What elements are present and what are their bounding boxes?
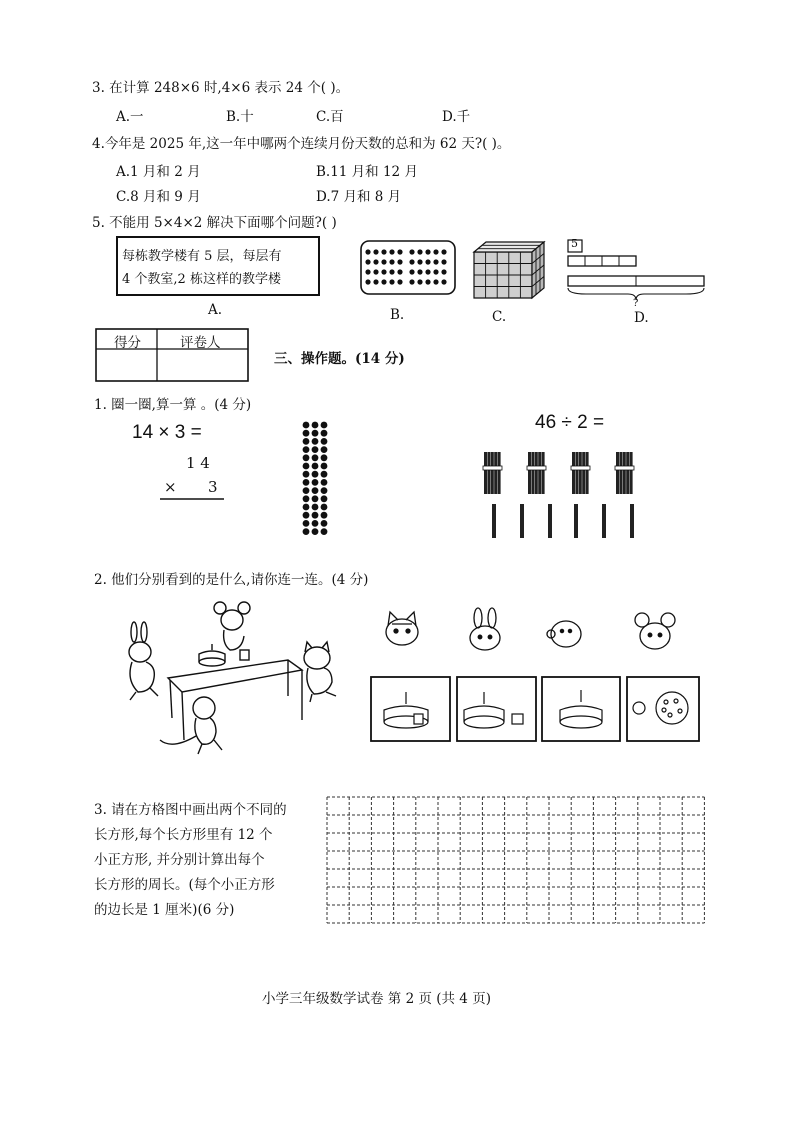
score-table-grader-header: 评卷人 (180, 335, 221, 351)
dot (389, 259, 394, 264)
q5-figure-d-number: 5 (571, 237, 578, 250)
dot (303, 454, 310, 461)
dot (312, 487, 319, 494)
q5-label-d: D. (634, 310, 649, 326)
op2-stem: 2. 他们分别看到的是什么,请你连一连。(4 分) (94, 572, 369, 588)
dot (321, 463, 328, 470)
q5-stem: 5. 不能用 5×4×2 解决下面哪个问题?( ) (92, 215, 337, 231)
q4-option-b: B.11 月和 12 月 (316, 164, 418, 180)
dot (425, 259, 430, 264)
dot (321, 438, 328, 445)
single-stick (520, 504, 524, 538)
dot (409, 279, 414, 284)
op1-left-expression: 14 × 3 = (132, 422, 202, 443)
score-table-score-header: 得分 (114, 335, 141, 351)
dot (303, 438, 310, 445)
dot (303, 520, 310, 527)
single-stick (602, 504, 606, 538)
op3-stem (94, 798, 287, 923)
dot (312, 512, 319, 519)
q3-option-a: A.一 (116, 109, 144, 125)
op3-line-3: 小正方形, 并分别计算出每个 (94, 852, 265, 868)
dot (417, 269, 422, 274)
dot (312, 528, 319, 535)
dot (321, 495, 328, 502)
dot (409, 269, 414, 274)
single-stick (548, 504, 552, 538)
dot (389, 269, 394, 274)
dot (312, 520, 319, 527)
stick-bundle (615, 452, 634, 494)
dot (365, 269, 370, 274)
q5-box-a-line2: 4 个教室,2 栋这样的教学楼 (122, 272, 281, 287)
dot (312, 430, 319, 437)
dot (303, 446, 310, 453)
op3-line-1: 3. 请在方格图中画出两个不同的 (94, 802, 287, 818)
stick-bundle (571, 452, 590, 494)
dot (373, 259, 378, 264)
dot (425, 249, 430, 254)
dot (417, 249, 422, 254)
stick-bundle (483, 452, 502, 494)
dot (321, 454, 328, 461)
dot (397, 249, 402, 254)
dot (321, 504, 328, 511)
dot (409, 259, 414, 264)
dot (312, 504, 319, 511)
q4-option-a: A.1 月和 2 月 (116, 164, 201, 180)
dot (441, 259, 446, 264)
dot (433, 269, 438, 274)
q5-label-b: B. (390, 307, 405, 323)
dot (417, 279, 422, 284)
q5-label-a: A. (208, 302, 223, 318)
q3-option-b: B.十 (226, 109, 254, 125)
stick-bundle (527, 452, 546, 494)
cat-head (386, 619, 418, 645)
op3-line-4: 长方形的周长。(每个小正方形 (94, 877, 275, 893)
dot (303, 504, 310, 511)
dot (321, 512, 328, 519)
q4-option-c: C.8 月和 9 月 (116, 189, 201, 205)
dot (303, 487, 310, 494)
dot (321, 422, 328, 429)
dot (397, 269, 402, 274)
dot (321, 446, 328, 453)
dot (373, 279, 378, 284)
dot (303, 422, 310, 429)
q5-figure-b (360, 240, 456, 295)
dot (312, 446, 319, 453)
q4-stem: 4.今年是 2025 年,这一年中哪两个连续月份天数的总和为 62 天?( )。 (92, 136, 511, 152)
single-stick (492, 504, 496, 538)
dot (381, 249, 386, 254)
dot (381, 259, 386, 264)
dot (303, 479, 310, 486)
dot (373, 269, 378, 274)
q3-option-d: D.千 (442, 109, 471, 125)
dot (365, 249, 370, 254)
op2-animal-heads (380, 606, 690, 658)
op3-square-grid[interactable] (326, 796, 708, 926)
op1-right-expression: 46 ÷ 2 = (535, 412, 605, 433)
dot (321, 487, 328, 494)
op1-vertical-top: 1 4 (186, 454, 210, 472)
dot (312, 495, 319, 502)
single-stick (630, 504, 634, 538)
op3-line-2: 长方形,每个长方形里有 12 个 (94, 827, 273, 843)
dot (321, 471, 328, 478)
dot (312, 463, 319, 470)
dot (433, 279, 438, 284)
dot (303, 471, 310, 478)
dot (381, 279, 386, 284)
dot (365, 259, 370, 264)
section-title: 三、操作题。(14 分) (274, 351, 405, 367)
dot (425, 269, 430, 274)
dot (321, 520, 328, 527)
q5-figure-d-question-mark: ? (633, 298, 639, 309)
q3-stem: 3. 在计算 248×6 时,4×6 表示 24 个( )。 (92, 80, 350, 96)
dot (433, 259, 438, 264)
q3-option-c: C.百 (316, 109, 344, 125)
q4-option-d: D.7 月和 8 月 (316, 189, 402, 205)
dot (425, 279, 430, 284)
dot (303, 528, 310, 535)
dot (321, 479, 328, 486)
op1-dot-array (300, 420, 330, 536)
dot (397, 259, 402, 264)
dot (441, 279, 446, 284)
dot (312, 422, 319, 429)
dot (303, 430, 310, 437)
dot (303, 495, 310, 502)
dot (409, 249, 414, 254)
single-stick (574, 504, 578, 538)
dot (433, 249, 438, 254)
dot (365, 279, 370, 284)
dot (321, 430, 328, 437)
page-footer: 小学三年级数学试卷 第 2 页 (共 4 页) (262, 991, 491, 1007)
dot (312, 454, 319, 461)
op1-vertical-line (160, 497, 226, 501)
dot (389, 279, 394, 284)
dot (417, 259, 422, 264)
op3-line-5: 的边长是 1 厘米)(6 分) (94, 902, 235, 918)
op1-vertical-operator: × (164, 478, 177, 496)
q5-box-a-line1: 每栋教学楼有 5 层，每层有 (122, 249, 282, 264)
dot (397, 279, 402, 284)
dot (389, 249, 394, 254)
dot (441, 269, 446, 274)
dot (312, 438, 319, 445)
dot (303, 463, 310, 470)
op1-stem: 1. 圈一圈,算一算 。(4 分) (94, 397, 252, 413)
op2-scene-illustration (112, 600, 357, 760)
dot (441, 249, 446, 254)
dot (303, 512, 310, 519)
q5-label-c: C. (492, 309, 507, 325)
dot (373, 249, 378, 254)
op1-stick-bundles (480, 450, 650, 542)
op2-view-boxes (370, 676, 700, 744)
op1-vertical-bottom: 3 (208, 478, 218, 496)
dot (312, 479, 319, 486)
dot (381, 269, 386, 274)
q5-figure-c-cube (470, 238, 550, 300)
dot (312, 471, 319, 478)
dot (321, 528, 328, 535)
